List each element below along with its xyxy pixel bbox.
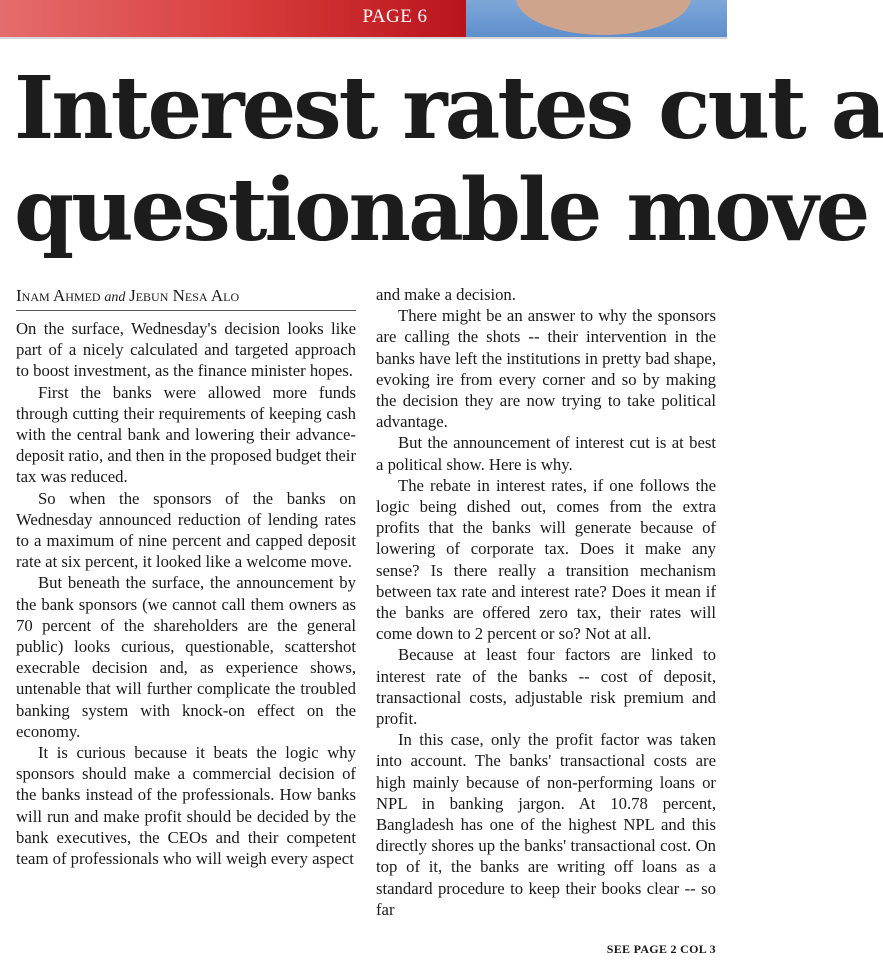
header-photo-strip <box>466 0 727 37</box>
paragraph: So when the sponsors of the banks on Wednesday announced reduction of lending rates to a maximum of nine percent and capped deposit rate at six percent, it looked like a welcome move. <box>16 488 356 572</box>
author-name: Inam Ahmed <box>16 286 101 305</box>
page-number-label: PAGE 6 <box>362 6 428 27</box>
header-rule <box>0 37 727 39</box>
paragraph: First the banks were allowed more funds through cutting their requirements of keeping cash with the central bank and lowering their advance-deposit ratio, and then in the proposed budget their tax was reduced. <box>16 382 356 487</box>
paragraph: In this case, only the profit factor was taken into account. The banks' transactional costs are high mainly because of non-performing loans or NPL in banking jargon. At 10.78 percent, Bangladesh has one of the highest NPL and this directly shores up the banks' transactional cost. On top of it, the banks are writing off loans as a standard procedure to keep their books clear -- so far <box>376 730 716 919</box>
paragraph: There might be an answer to why the sponsors are calling the shots -- their intervention in the banks have left the institutions in pretty bad shape, evoking ire from every corner and so by making the decision they are now trying to take political advantage. <box>376 306 716 432</box>
article-headline <box>14 58 883 262</box>
paragraph: On the surface, Wednesday's decision looks like part of a nicely calculated and targeted approach to boost investment, as the finance minister hopes. <box>16 319 356 381</box>
headline-line-2: questionable move <box>14 160 868 261</box>
author-name: Jebun Nesa Alo <box>129 286 240 305</box>
page-header-bar <box>0 0 727 37</box>
byline-joiner: and <box>104 290 126 305</box>
paragraph: The rebate in interest rates, if one follows the logic being dished out, comes from the extra profits that the banks will generate because of lowering of corporate tax. Does it make any sense? Is there really a transition mechanism between tax rate and interest rate? Does it mean if the banks are offered zero tax, their rates will come down to 2 percent or so? Not at all. <box>376 475 716 644</box>
headline-line-1: Interest rates cut a <box>14 58 883 159</box>
photo-subject <box>516 0 691 35</box>
paragraph: and make a decision. <box>376 285 516 304</box>
paragraph: It is curious because it beats the logic why sponsors should make a commercial decision of the banks instead of the professionals. How banks will run and make profit should be decided by the bank executives, the CEOs and their competent team of professionals who will weigh every aspect <box>16 743 356 869</box>
paragraph: Because at least four factors are linked to interest rate of the banks -- cost of deposit, transactional costs, adjustable risk premium and profit. <box>376 645 716 729</box>
continuation-note: SEE PAGE 2 COL 3 <box>606 942 716 956</box>
article-column-right <box>376 284 716 920</box>
byline <box>16 286 356 306</box>
paragraph: But beneath the surface, the announcement by the bank sponsors (we cannot call them owners as 70 percent of the shareholders are the general public) looks curious, questionable, scattershot execrable decision and, as experience shows, untenable that will further complicate the troubled banking system with knock-on effect on the economy. <box>16 573 356 741</box>
article-column-left <box>16 318 356 869</box>
paragraph: But the announcement of interest cut is at best a political show. Here is why. <box>376 433 716 474</box>
byline-divider <box>16 310 356 311</box>
